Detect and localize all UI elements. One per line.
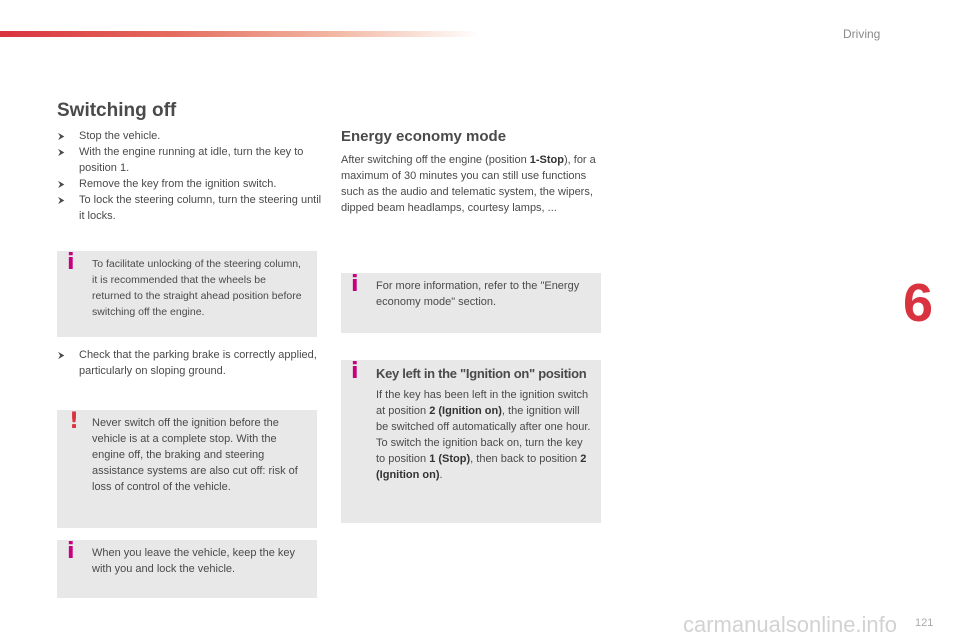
info-icon: i <box>67 250 75 275</box>
header-accent-bar <box>0 31 480 37</box>
arrow-bullet-icon: ⮞ <box>58 179 65 189</box>
warning-box: ! Never switch off the ignition before the vehicle is at a complete stop. With the engine off, the braking and steering assistance systems are also cut off: risk of loss of control of the vehicle. <box>57 410 317 528</box>
ignition-box-title: Key left in the "Ignition on" position <box>376 366 587 381</box>
page-number: 121 <box>915 617 934 629</box>
arrow-bullet-icon: ⮞ <box>58 350 65 360</box>
list-item: ⮞ Stop the vehicle. <box>58 130 161 142</box>
info-icon: i <box>351 272 359 297</box>
info-box-more: i For more information, refer to the "Energy economy mode" section. <box>341 273 601 333</box>
arrow-bullet-icon: ⮞ <box>58 147 65 157</box>
section-title: Switching off <box>57 100 177 121</box>
info-icon: i <box>351 359 359 384</box>
watermark: carmanualsonline.info <box>683 612 898 637</box>
chapter-number: 6 <box>903 273 934 333</box>
list-item: ⮞ With the engine running at idle, turn the key to position 1. <box>58 146 304 174</box>
list-item: ⮞ Remove the key from the ignition switch. <box>58 178 277 190</box>
brake-step <box>57 347 322 379</box>
arrow-bullet-icon: ⮞ <box>58 195 65 205</box>
list-item: ⮞ Check that the parking brake is correctly applied, particularly on sloping ground. <box>58 349 317 377</box>
energy-mode-intro: After switching off the engine (position 1-Stop), for a maximum of 30 minutes you can still use functions such as the audio and telematic system, the wipers, dipped beam headlamps, courtesy lamps, ... <box>341 154 596 214</box>
ignition-on-box <box>341 360 601 523</box>
ignition-box-text: If the key has been left in the ignition switch at position 2 (Ignition on), the ignition will be switched off automatically after one hour. To switch the ignition back on, turn the key to position 1 (Stop), then back to position 2 (Ignition on). <box>376 389 591 481</box>
arrow-bullet-icon: ⮞ <box>58 131 65 141</box>
list-item: ⮞ To lock the steering column, turn the steering until it locks. <box>58 194 322 222</box>
steps-list <box>57 128 322 224</box>
info-icon: i <box>67 539 75 564</box>
warning-icon: ! <box>69 409 80 434</box>
section-label: Driving <box>843 27 881 41</box>
energy-mode-title: Energy economy mode <box>341 128 507 145</box>
info-box-key: i When you leave the vehicle, keep the key with you and lock the vehicle. <box>57 540 317 598</box>
info-box-steering: i To facilitate unlocking of the steering column, it is recommended that the wheels be returned to the straight ahead position before switching off the engine. <box>57 251 317 337</box>
